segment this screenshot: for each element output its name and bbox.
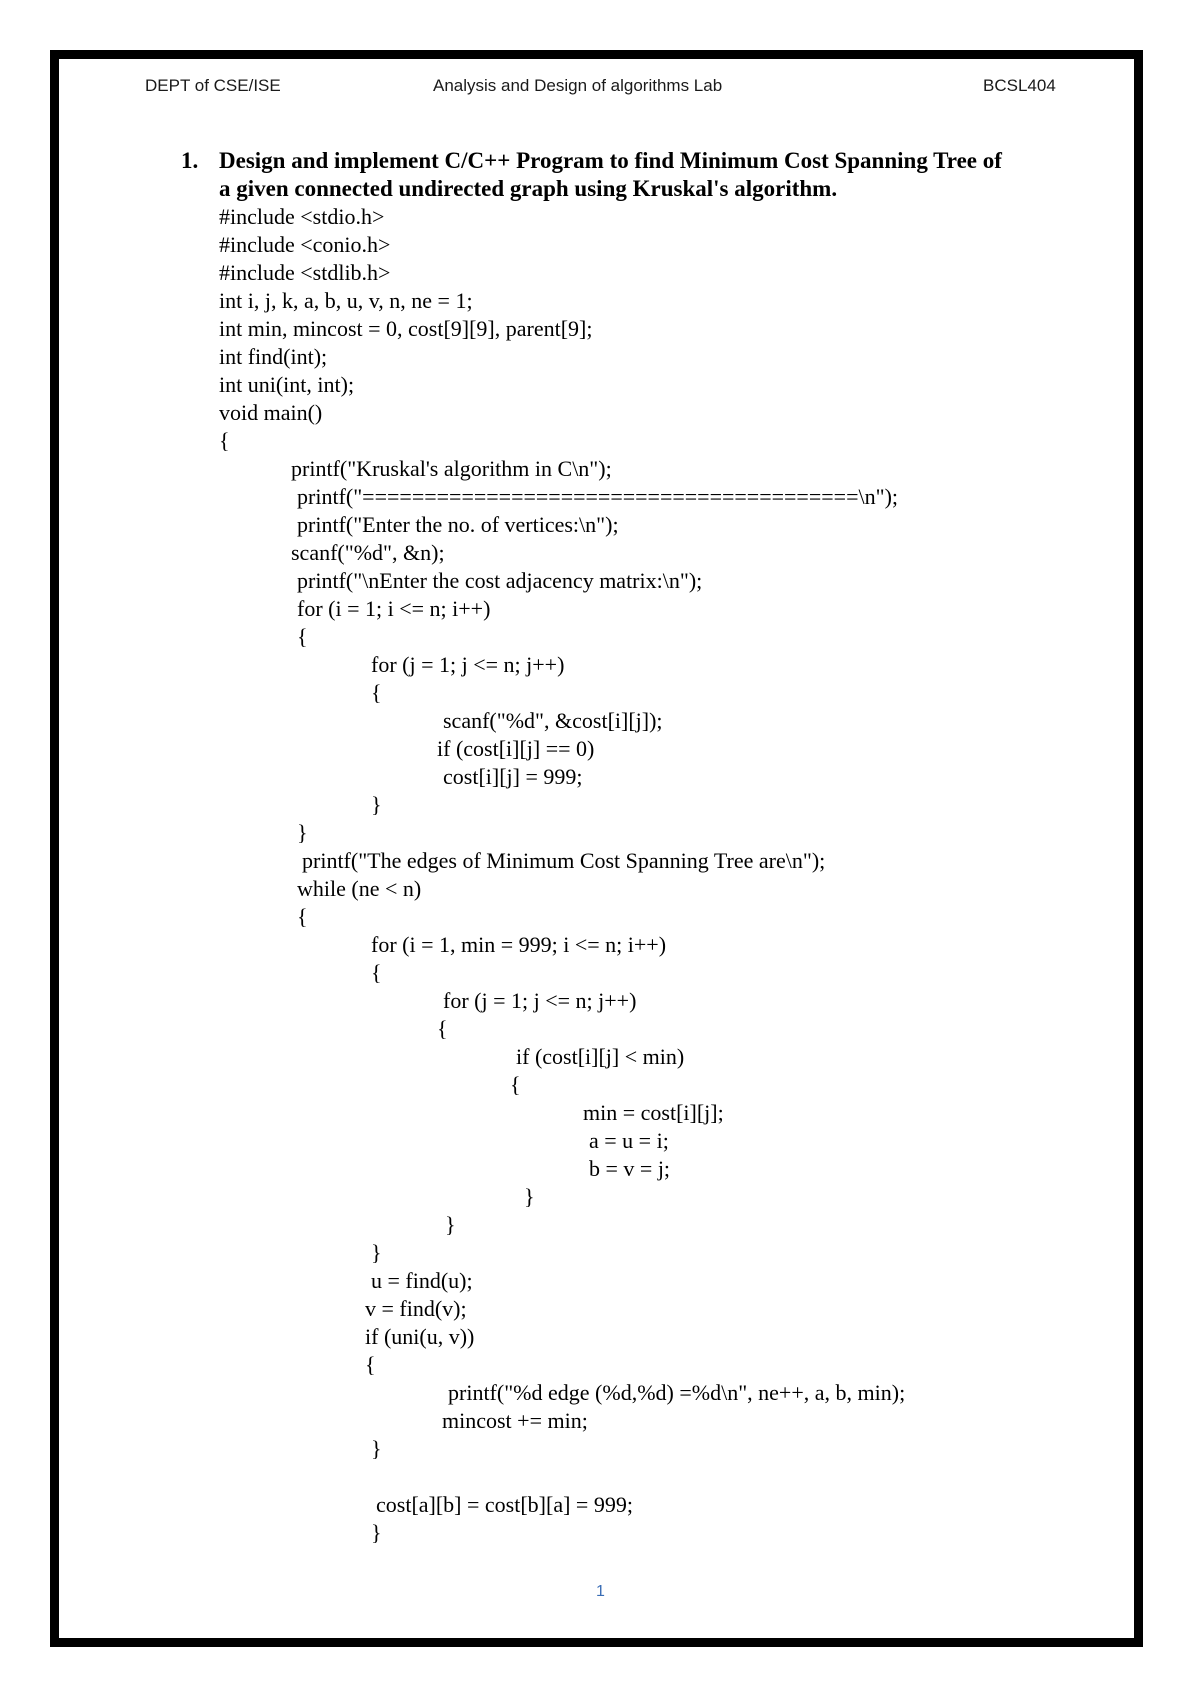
code-line: }	[445, 1212, 456, 1237]
code-line: for (i = 1, min = 999; i <= n; i++)	[371, 932, 667, 957]
code-line: b = v = j;	[589, 1156, 671, 1181]
code-line: printf("Kruskal's algorithm in C\n");	[291, 456, 612, 481]
page-number: 1	[596, 1583, 605, 1600]
code-line: #include <conio.h>	[219, 232, 391, 257]
code-line: mincost += min;	[442, 1408, 588, 1433]
question-title-line-2: a given connected undirected graph using Kruskal's algorithm.	[219, 176, 838, 201]
code-line: if (cost[i][j] < min)	[516, 1044, 685, 1069]
code-line: #include <stdio.h>	[219, 204, 385, 229]
code-line: v = find(v);	[365, 1296, 467, 1321]
code-line: }	[297, 820, 308, 845]
header-course-title: Analysis and Design of algorithms Lab	[433, 76, 723, 95]
code-line: printf("%d edge (%d,%d) =%d\n", ne++, a, b, min);	[448, 1380, 906, 1405]
code-line: for (j = 1; j <= n; j++)	[443, 988, 637, 1013]
question-title-line-1: Design and implement C/C++ Program to find Minimum Cost Spanning Tree of	[219, 148, 1002, 173]
code-line: {	[297, 624, 308, 649]
question-number: 1.	[181, 148, 199, 173]
code-line: {	[365, 1352, 376, 1377]
code-line: if (uni(u, v))	[365, 1324, 475, 1349]
code-line: {	[297, 904, 308, 929]
code-line: cost[a][b] = cost[b][a] = 999;	[376, 1492, 633, 1517]
header-department: DEPT of CSE/ISE	[145, 76, 281, 95]
code-line: }	[371, 792, 382, 817]
code-line: scanf("%d", &n);	[291, 540, 445, 565]
code-line: }	[524, 1184, 535, 1209]
code-line: cost[i][j] = 999;	[443, 764, 583, 789]
code-line: void main()	[219, 400, 323, 425]
code-line: {	[371, 680, 382, 705]
code-line: {	[371, 960, 382, 985]
code-line: u = find(u);	[371, 1268, 473, 1293]
code-line: min = cost[i][j];	[583, 1100, 724, 1125]
code-line: int uni(int, int);	[219, 372, 355, 397]
code-line: {	[510, 1072, 521, 1097]
code-line: if (cost[i][j] == 0)	[437, 736, 595, 761]
header-course-code: BCSL404	[983, 76, 1056, 95]
code-line: }	[371, 1240, 382, 1265]
code-line: int min, mincost = 0, cost[9][9], parent[9];	[219, 316, 593, 341]
code-line: {	[437, 1016, 448, 1041]
code-line: printf("Enter the no. of vertices:\n");	[297, 512, 619, 537]
code-line: a = u = i;	[589, 1128, 669, 1153]
code-line: int find(int);	[219, 344, 328, 369]
code-line: while (ne < n)	[297, 876, 422, 901]
code-line: printf("\nEnter the cost adjacency matrix:\n");	[297, 568, 703, 593]
code-line: printf("========================================\n");	[297, 484, 899, 509]
code-line: {	[219, 428, 230, 453]
code-line: scanf("%d", &cost[i][j]);	[443, 708, 663, 733]
code-line: for (j = 1; j <= n; j++)	[371, 652, 565, 677]
code-line: int i, j, k, a, b, u, v, n, ne = 1;	[219, 288, 473, 313]
code-line: for (i = 1; i <= n; i++)	[297, 596, 491, 621]
code-line: }	[371, 1520, 382, 1545]
code-line: printf("The edges of Minimum Cost Spanning Tree are\n");	[302, 848, 826, 873]
code-line: #include <stdlib.h>	[219, 260, 391, 285]
code-line: }	[371, 1436, 382, 1461]
